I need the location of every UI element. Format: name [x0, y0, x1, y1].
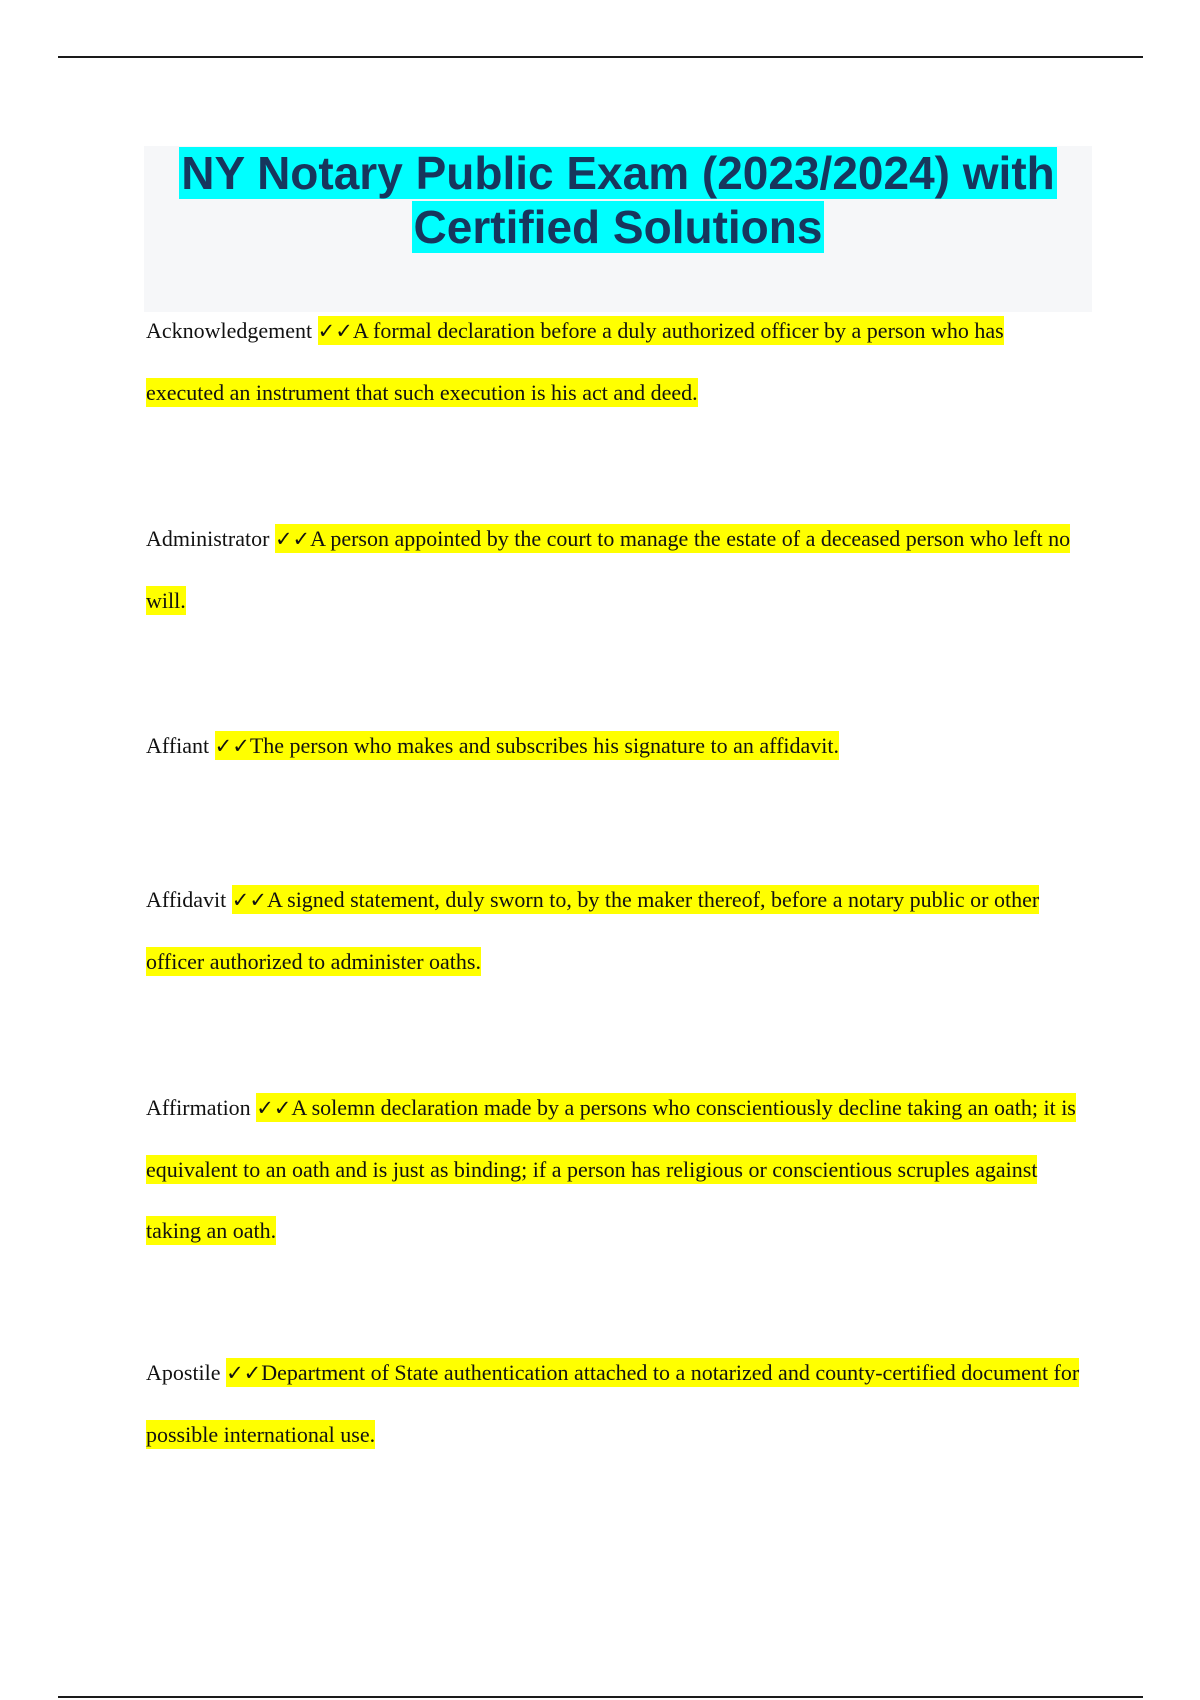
header-rule	[58, 56, 1143, 58]
entry-apostile	[146, 1342, 1086, 1465]
footer-rule	[58, 1696, 1143, 1698]
entry-affidavit	[146, 869, 1086, 992]
definition: A solemn declaration made by a persons who conscientiously decline taking an oath; it is equivalent to an oath and is just as binding; if a person has religious or conscientious scruples against taking an oath.	[146, 1095, 1076, 1243]
term: Acknowledgement	[146, 318, 313, 343]
entry-acknowledgement	[146, 300, 1086, 423]
check-marks-icon: ✓✓	[231, 888, 267, 912]
definition: A signed statement, duly sworn to, by the maker thereof, before a notary public or other officer authorized to administer oaths.	[146, 887, 1040, 974]
title-block	[144, 146, 1092, 312]
definition: The person who makes and subscribes his signature to an affidavit.	[249, 733, 840, 758]
definition: A formal declaration before a duly authorized officer by a person who has executed an instrument that such execution is his act and deed.	[146, 318, 1004, 405]
entry-administrator	[146, 508, 1086, 631]
title-line-2: Certified Solutions	[413, 201, 823, 253]
term: Administrator	[146, 526, 270, 551]
check-marks-icon: ✓✓	[226, 1361, 262, 1385]
entry-affiant	[146, 715, 1086, 777]
document-title	[144, 146, 1092, 254]
term: Apostile	[146, 1360, 221, 1385]
entry-affirmation	[146, 1077, 1086, 1261]
title-line-1: NY Notary Public Exam (2023/2024) with	[181, 147, 1055, 199]
term: Affirmation	[146, 1095, 251, 1120]
check-marks-icon: ✓✓	[256, 1096, 292, 1120]
check-marks-icon: ✓✓	[274, 527, 311, 551]
definition: A person appointed by the court to manage the estate of a deceased person who left no will.	[146, 526, 1071, 613]
check-marks-icon: ✓✓	[214, 734, 250, 758]
definition: Department of State authentication attached to a notarized and county-certified document for possible international use.	[146, 1360, 1080, 1447]
term: Affidavit	[146, 887, 227, 912]
check-marks-icon: ✓✓	[317, 319, 353, 343]
term: Affiant	[146, 733, 210, 758]
